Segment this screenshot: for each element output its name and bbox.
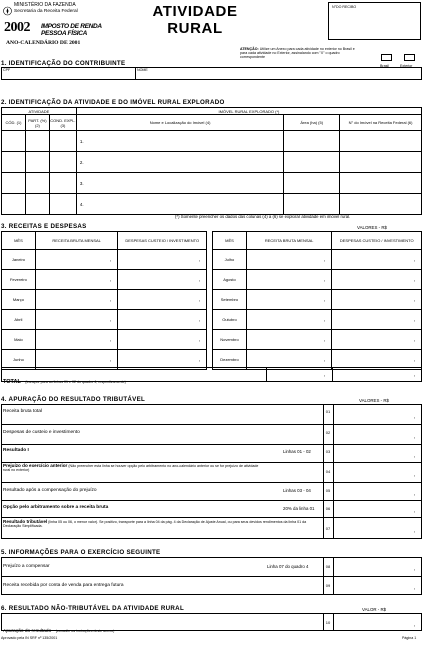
part-cell[interactable] bbox=[25, 194, 49, 215]
despesa-cell[interactable]: , bbox=[332, 290, 422, 310]
attention-text: Utilize um Anexo para cada atividade no exterior no Brasil e para cada atividade no Exterior, assinalando com "X" o quadro correspondente bbox=[240, 47, 355, 60]
line03-label: Resultado I bbox=[3, 448, 29, 453]
receita-cell[interactable]: , bbox=[246, 270, 332, 290]
line07-value[interactable]: , bbox=[413, 528, 415, 534]
month-cell: Março bbox=[2, 290, 36, 310]
receita-cell[interactable]: , bbox=[246, 350, 332, 370]
line03-code: 03 bbox=[325, 449, 331, 454]
table-row bbox=[2, 152, 422, 173]
year-logo: 2002 bbox=[4, 20, 30, 35]
nome-cell[interactable] bbox=[76, 173, 283, 194]
line09-code: 09 bbox=[325, 583, 331, 588]
exterior-checkbox[interactable] bbox=[404, 54, 415, 61]
month-cell: Janeiro bbox=[2, 250, 36, 270]
nome-cell[interactable] bbox=[76, 194, 283, 215]
table-row bbox=[2, 250, 207, 270]
line05-value[interactable]: , bbox=[413, 491, 415, 497]
ministry-name: MINISTÉRIO DA FAZENDA bbox=[14, 2, 76, 8]
col-part: PART. (%) (2) bbox=[25, 115, 49, 131]
area-cell[interactable] bbox=[284, 131, 340, 152]
receita-cell[interactable]: , bbox=[246, 250, 332, 270]
despesa-cell[interactable]: , bbox=[332, 250, 422, 270]
revenue-table-right bbox=[212, 231, 422, 370]
line07-label: Resultado tributável bbox=[3, 519, 48, 524]
property-group-header: IMÓVEL RURAL EXPLORADO (*) bbox=[76, 108, 421, 115]
table-row bbox=[213, 310, 422, 330]
table-row bbox=[2, 173, 422, 194]
table-row bbox=[2, 310, 207, 330]
line02-label: Despesas de custeio e investimento bbox=[3, 430, 80, 435]
month-cell: Julho bbox=[213, 250, 247, 270]
area-cell[interactable] bbox=[284, 194, 340, 215]
nome-label: NOME bbox=[137, 68, 148, 72]
total-note: (transpor para as linhas 01 e 02 do quadro 4, respectivamente) bbox=[25, 380, 126, 384]
receita-cell[interactable]: , bbox=[35, 250, 118, 270]
part-cell[interactable] bbox=[25, 131, 49, 152]
month-cell: Maio bbox=[2, 330, 36, 350]
despesa-cell[interactable]: , bbox=[118, 290, 207, 310]
line05-right: Linhas 03 - 04 bbox=[283, 488, 311, 493]
line10-label-group bbox=[3, 619, 114, 637]
line04-code: 04 bbox=[325, 469, 331, 474]
nome-cell[interactable] bbox=[76, 152, 283, 173]
line01-code: 01 bbox=[325, 409, 331, 414]
table-row bbox=[2, 270, 207, 290]
receita-cell[interactable]: , bbox=[246, 330, 332, 350]
line08-label: Prejuízo a compensar bbox=[3, 564, 50, 569]
receita-cell[interactable]: , bbox=[246, 290, 332, 310]
month-cell: Novembro bbox=[213, 330, 247, 350]
line09-label: Receita recebida por conta de venda para entrega futura bbox=[3, 583, 124, 588]
line03-value[interactable]: , bbox=[413, 453, 415, 459]
line01-value[interactable]: , bbox=[413, 414, 415, 420]
table-row bbox=[2, 290, 207, 310]
cond-cell[interactable] bbox=[49, 131, 76, 152]
line04-label: Prejuízo do exercício anterior bbox=[3, 463, 68, 468]
table-row bbox=[2, 194, 422, 215]
line08-code: 08 bbox=[325, 564, 331, 569]
section1-title: 1. IDENTIFICAÇÃO DO CONTRIBUINTE bbox=[1, 60, 126, 67]
col-nirf: N° do Imóvel na Receita Federal (6) bbox=[340, 115, 422, 131]
calendar-year: ANO-CALENDÁRIO DE 2001 bbox=[6, 40, 81, 46]
col-area: Área (ha) (5) bbox=[284, 115, 340, 131]
section6-title: 6. RESULTADO NÃO-TRIBUTÁVEL DA ATIVIDADE RURAL bbox=[1, 605, 185, 612]
brasil-checkbox[interactable] bbox=[381, 54, 392, 61]
line05-code: 05 bbox=[325, 488, 331, 493]
line10-value[interactable]: , bbox=[413, 622, 415, 628]
nirf-cell[interactable] bbox=[340, 152, 422, 173]
receita-cell[interactable]: , bbox=[35, 290, 118, 310]
attention-notice bbox=[240, 47, 358, 60]
cond-cell[interactable] bbox=[49, 173, 76, 194]
cod-cell[interactable] bbox=[2, 194, 26, 215]
form-title-line1: ATIVIDADE bbox=[152, 3, 238, 20]
ministry-crest-icon bbox=[3, 3, 12, 13]
nirf-cell[interactable] bbox=[340, 131, 422, 152]
line05-label: Resultado após a compensação do prejuízo bbox=[3, 488, 97, 493]
col-despesa: DESPESAS CUSTEIO / INVESTIMENTO bbox=[118, 232, 207, 250]
tax-title-line1: IMPOSTO DE RENDA bbox=[41, 23, 102, 30]
col-mes: MÊS bbox=[213, 232, 247, 250]
month-cell: Agosto bbox=[213, 270, 247, 290]
month-cell: Outubro bbox=[213, 310, 247, 330]
cpf-input[interactable] bbox=[2, 72, 134, 79]
row-number: 4. bbox=[79, 201, 84, 207]
despesa-cell[interactable]: , bbox=[332, 330, 422, 350]
month-cell: Setembro bbox=[213, 290, 247, 310]
nirf-cell[interactable] bbox=[340, 173, 422, 194]
attention-label: ATENÇÃO: bbox=[240, 47, 259, 51]
section3-values-label: VALORES - R$ bbox=[357, 225, 387, 230]
table-row bbox=[213, 250, 422, 270]
total-despesa-field[interactable]: , bbox=[413, 372, 415, 378]
col-mes: MÊS bbox=[2, 232, 36, 250]
secretariat-name: Secretaria da Receita Federal bbox=[14, 9, 78, 14]
month-cell: Junho bbox=[2, 350, 36, 370]
line07-code: 07 bbox=[325, 526, 331, 531]
receipt-number-label: N°DO RECIBO bbox=[332, 5, 357, 9]
line02-value[interactable]: , bbox=[413, 434, 415, 440]
section5-title: 5. INFORMAÇÕES PARA O EXERCÍCIO SEGUINTE bbox=[1, 549, 161, 556]
row-number: 2. bbox=[79, 159, 84, 165]
line04-label-group bbox=[3, 464, 265, 472]
col-cod: CÓD. (1) bbox=[2, 115, 26, 131]
nome-input[interactable] bbox=[136, 72, 421, 79]
col-despesa: DESPESAS CUSTEIO / INVESTIMENTO bbox=[332, 232, 422, 250]
total-label-group bbox=[3, 370, 126, 388]
month-cell: Dezembro bbox=[213, 350, 247, 370]
receita-cell[interactable]: , bbox=[246, 310, 332, 330]
despesa-cell[interactable]: , bbox=[118, 310, 207, 330]
part-cell[interactable] bbox=[25, 173, 49, 194]
despesa-cell[interactable]: , bbox=[118, 350, 207, 370]
line06-label: Opção pelo arbitramento sobre a receita bruta bbox=[3, 505, 109, 510]
area-cell[interactable] bbox=[284, 173, 340, 194]
table-row bbox=[213, 290, 422, 310]
activity-group-header: ATIVIDADE bbox=[2, 108, 77, 115]
section4-title: 4. APURAÇÃO DO RESULTADO TRIBUTÁVEL bbox=[1, 396, 146, 403]
col-receita: RECEITA BRUTA MENSAL bbox=[35, 232, 118, 250]
brasil-label: Brasil bbox=[380, 64, 389, 68]
line01-label: Receita bruta total bbox=[3, 409, 42, 414]
section2-footnote: (*) Somente preencher os dados das colunas (4) a (6) se explorar atividade em imóvel rural. bbox=[175, 214, 351, 219]
line07-label-group bbox=[3, 520, 321, 528]
row-number: 1. bbox=[79, 138, 84, 144]
revenue-table-left bbox=[1, 231, 207, 370]
line04-note: (Não preencher esta linha se houver opção pelo arbitramento no ano-calendário anterior ou se for prejuízo de atividade rural no exterior) bbox=[3, 464, 259, 473]
line08-right: Linha 07 do quadro 4 bbox=[267, 564, 309, 569]
footer-approval: Aprovado pela IN SRF nº 135/2001 bbox=[1, 636, 58, 640]
area-cell[interactable] bbox=[284, 152, 340, 173]
receita-cell[interactable]: , bbox=[35, 350, 118, 370]
line06-right: 20% da linha 01 bbox=[283, 506, 315, 511]
despesa-cell[interactable]: , bbox=[118, 270, 207, 290]
cond-cell[interactable] bbox=[49, 152, 76, 173]
cod-cell[interactable] bbox=[2, 173, 26, 194]
tax-title-line2: PESSOA FÍSICA bbox=[41, 30, 88, 37]
despesa-cell[interactable]: , bbox=[118, 330, 207, 350]
nirf-cell[interactable] bbox=[340, 194, 422, 215]
table-row bbox=[213, 270, 422, 290]
cod-cell[interactable] bbox=[2, 152, 26, 173]
exterior-label: Exterior bbox=[400, 64, 413, 68]
line06-value[interactable]: , bbox=[413, 508, 415, 514]
table-row bbox=[2, 131, 422, 152]
month-cell: Fevereiro bbox=[2, 270, 36, 290]
despesa-cell[interactable]: , bbox=[118, 250, 207, 270]
footer-page: Página 1 bbox=[402, 636, 417, 640]
line03-right: Linhas 01 - 02 bbox=[283, 449, 311, 454]
despesa-cell[interactable]: , bbox=[332, 310, 422, 330]
line10-note: (consulte as instruções deste anexo) bbox=[55, 629, 115, 633]
cond-cell[interactable] bbox=[49, 194, 76, 215]
activity-table bbox=[1, 107, 422, 215]
total-receita-field[interactable]: , bbox=[323, 372, 325, 378]
line07-note: (linha 05 ou 06, o menor valor). Se positivo, transporte para a linha 04 da pág. 4 da Declaração de Ajuste Anual, ou para seus devidos rendimentos da linha 01 da Declaração Simplificada. bbox=[3, 520, 307, 529]
form-title-line2: RURAL bbox=[167, 20, 223, 37]
receipt-number-box[interactable] bbox=[328, 2, 421, 40]
line02-code: 02 bbox=[325, 430, 331, 435]
line09-value[interactable]: , bbox=[413, 585, 415, 591]
line10-label: Apuração do resultado bbox=[3, 629, 52, 634]
col-receita: RECEITA BRUTA MENSAL bbox=[246, 232, 332, 250]
line06-code: 06 bbox=[325, 506, 331, 511]
month-cell: Abril bbox=[2, 310, 36, 330]
cod-cell[interactable] bbox=[2, 131, 26, 152]
section3-title: 3. RECEITAS E DESPESAS bbox=[1, 223, 87, 230]
section2-title: 2. IDENTIFICAÇÃO DA ATIVIDADE E DO IMÓVEL RURAL EXPLORADO bbox=[1, 99, 225, 106]
row-number: 3. bbox=[79, 180, 84, 186]
col-nome: Nome e Localização do Imóvel (4) bbox=[76, 115, 283, 131]
receita-cell[interactable]: , bbox=[35, 330, 118, 350]
receita-cell[interactable]: , bbox=[35, 310, 118, 330]
line08-value[interactable]: , bbox=[413, 566, 415, 572]
despesa-cell[interactable]: , bbox=[332, 270, 422, 290]
section6-values-label: VALOR - R$ bbox=[362, 607, 387, 612]
total-label: TOTAL bbox=[3, 379, 21, 385]
line10-code: 10 bbox=[325, 620, 331, 625]
receita-cell[interactable]: , bbox=[35, 270, 118, 290]
section4-values-label: VALORES - R$ bbox=[359, 398, 389, 403]
table-row bbox=[213, 330, 422, 350]
cpf-label: CPF bbox=[3, 68, 11, 72]
nome-cell[interactable] bbox=[76, 131, 283, 152]
col-cond: COND. EXPL. (3) bbox=[49, 115, 76, 131]
table-row bbox=[2, 330, 207, 350]
part-cell[interactable] bbox=[25, 152, 49, 173]
line04-value[interactable]: , bbox=[413, 472, 415, 478]
despesa-cell[interactable]: , bbox=[332, 350, 422, 370]
